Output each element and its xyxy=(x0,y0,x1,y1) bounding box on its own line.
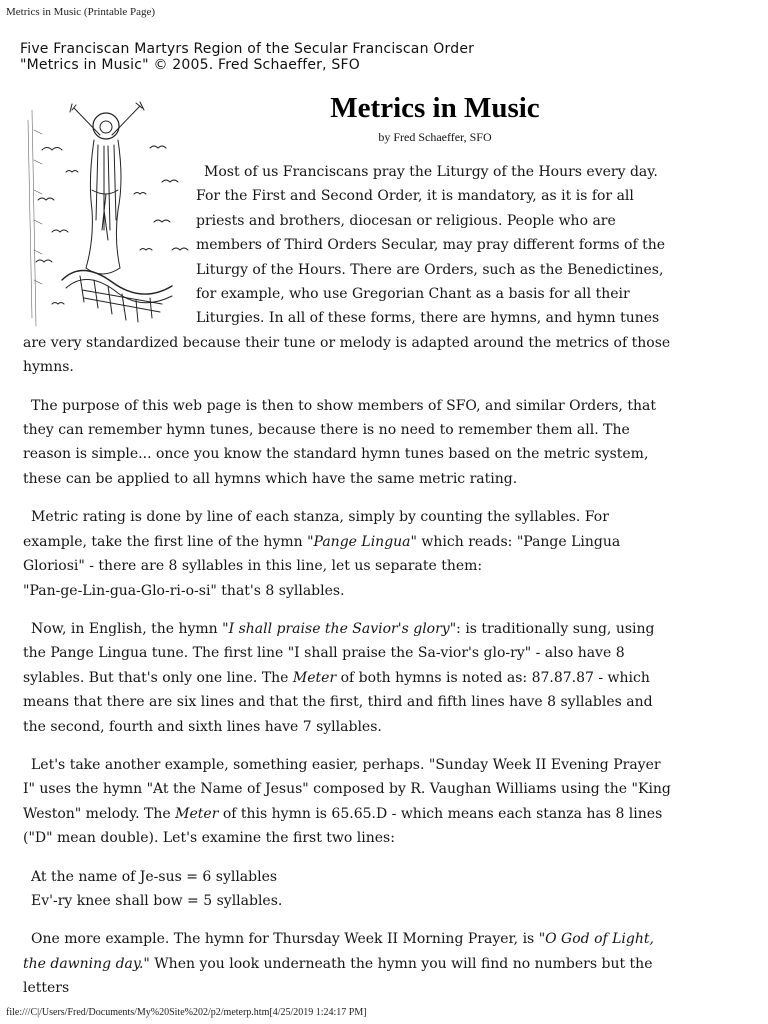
copyright-line: "Metrics in Music" © 2005. Fred Schaeffer, SFO xyxy=(20,57,360,73)
site-header xyxy=(20,41,474,73)
syllable-example: At the name of Je-sus = 6 syllables Ev'-ry knee shall bow = 5 syllables. xyxy=(31,868,283,909)
article-body xyxy=(23,160,673,1015)
region-heading: Five Franciscan Martyrs Region of the Secular Franciscan Order xyxy=(20,41,475,57)
article-title: Metrics in Music xyxy=(330,92,540,124)
purpose-paragraph: The purpose of this web page is then to show members of SFO, and similar Orders, that they can remember hymn tunes, because there is no need to remember them all. The reason is simple... once you know the standard hymn tunes based on the metric system, these can be applied to all hymns which have the same metric rating. xyxy=(23,397,656,487)
hymn-title: "Pange Lingua" xyxy=(307,533,417,550)
example-paragraph: Let's take another example, something easier, perhaps. "Sunday Week II Evening Prayer I" uses the hymn "At the Name of Jesus" composed by R. Vaughan Williams using the "King Weston" melody. The Meter of this hymn is 65.65.D - which means each stanza has 8 lines ("D" mean double). Let's examine the first two lines: xyxy=(23,756,671,847)
hymn-title: "O God of Light, the dawning day." xyxy=(23,931,654,972)
article-byline: by Fred Schaeffer, SFO xyxy=(378,130,492,144)
final-example-paragraph: One more example. The hymn for Thursday Week II Morning Prayer, is "O God of Light, the dawning day." When you look underneath the hymn you will find no numbers but the letters xyxy=(23,931,654,997)
hymn-title: "I shall praise the Savior's glory" xyxy=(222,620,457,637)
footer-file-url: file:///C|/Users/Fred/Documents/My%20Site%202/p2/meterp.htm[4/25/2019 1:24:17 PM] xyxy=(6,1007,367,1018)
metric-rating-paragraph: Metric rating is done by line of each stanza, simply by counting the syllables. For example, take the first line of the hymn "Pange Lingua" which reads: "Pange Lingua Gloriosi" - there are 8 syllables in this line, let us separate them: "Pan-ge-Lin-gua-Glo-ri-o-si" that's 8 syllables. xyxy=(23,509,621,599)
print-page-title: Metrics in Music (Printable Page) xyxy=(6,6,156,18)
intro-paragraph: Most of us Franciscans pray the Liturgy of the Hours every day. For the First and Second Order, it is mandatory, as it is for all priests and brothers, diocesan or religious. People who are members of Third Orders Secular, may pray different forms of the Liturgy of the Hours. There are Orders, such as the Benedictines, for example, who use Gregorian Chant as a basis for all their Liturgies. In all of these forms, there are hymns, and hymn tunes are very standardized because their tune or melody is adapted around the metrics of those hymns. xyxy=(23,164,671,376)
english-hymn-paragraph: Now, in English, the hymn "I shall praise the Savior's glory": is traditionally sung, using the Pange Lingua tune. The first line "I shall praise the Sa-vior's glo-ry" - also have 8 sylables. But that's only one line. The Meter of both hymns is noted as: 87.87.87 - which means that there are six lines and that the first, third and fifth lines have 8 syllables and the second, fourth and sixth lines have 7 syllables. xyxy=(23,620,655,735)
